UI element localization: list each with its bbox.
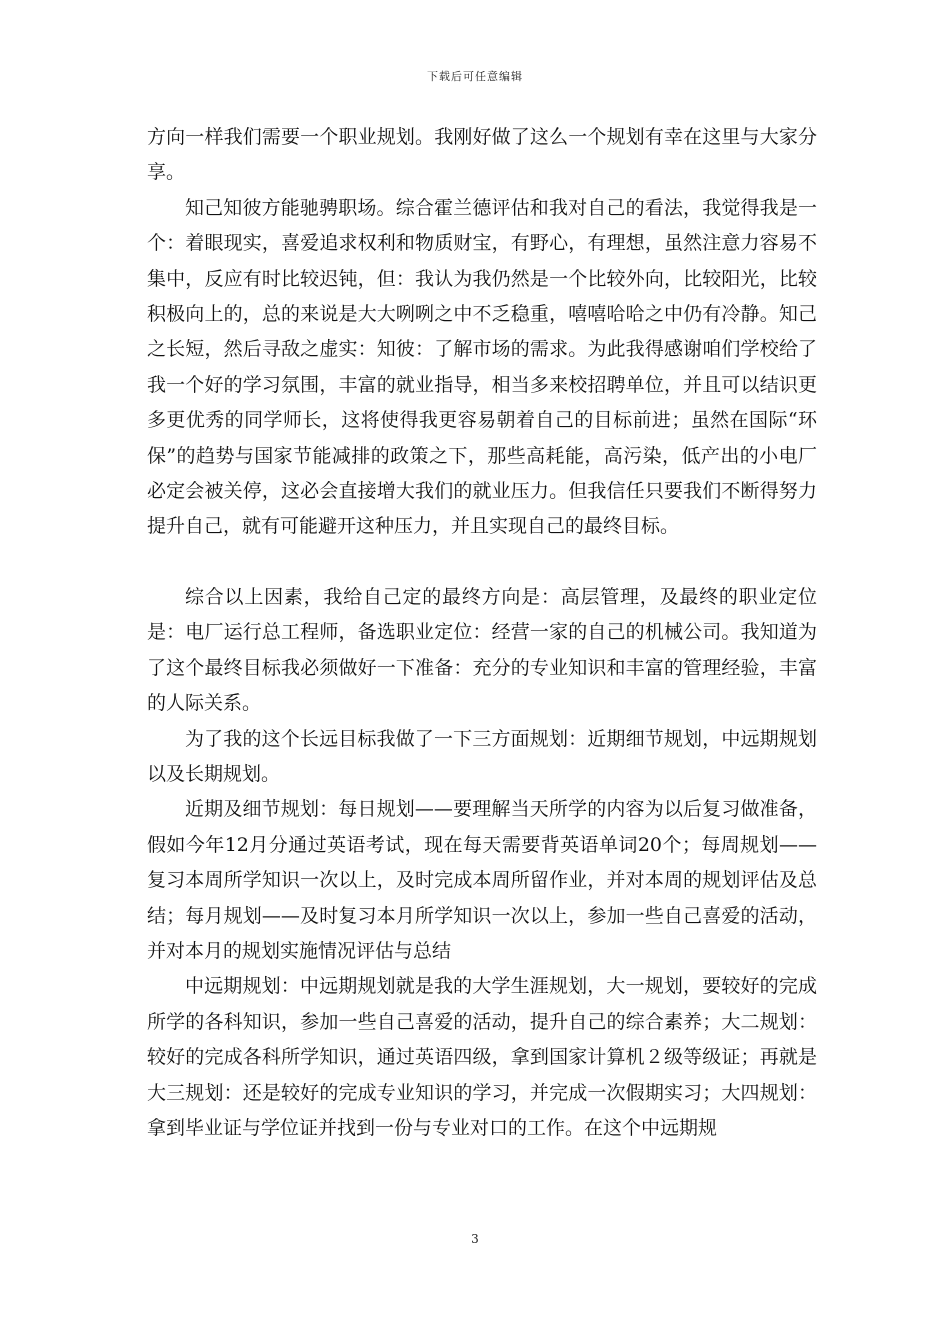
paragraph-plan-overview: 为了我的这个长远目标我做了一下三方面规划：近期细节规划，中远期规划以及长期规划。 [147, 727, 817, 785]
document-body [147, 120, 817, 1146]
paragraph-short-term-plan: 近期及细节规划：每日规划——要理解当天所学的内容为以后复习做准备，假如今年12月分通过英语考试，现在每天需要背英语单词20个；每周规划——复习本周所学知识一次以上，及时完成本周所留作业，并对本周的规划评估及总结；每月规划——及时复习本月所学知识一次以上，参加一些自己喜爱的活动，并对本月的规划实施情况评估与总结 [147, 798, 817, 962]
paragraph-final-direction: 综合以上因素，我给自己定的最终方向是：高层管理，及最终的职业定位是：电厂运行总工程师，备选职业定位：经营一家的自己的机械公司。我知道为了这个最终目标我必须做好一下准备：充分的专业知识和丰富的管理经验，丰富的人际关系。 [147, 585, 817, 715]
paragraph-self-assessment: 知己知彼方能驰骋职场。综合霍兰德评估和我对自己的看法，我觉得我是一个：着眼现实，喜爱追求权利和物质财宝，有野心，有理想，虽然注意力容易不集中，反应有时比较迟钝，但：我认为我仍然是一个比较外向，比较阳光，比较积极向上的，总的来说是大大咧咧之中不乏稳重，嘻嘻哈哈之中仍有冷静。知己之长短，然后寻敌之虚实：知彼：了解市场的需求。为此我得感谢咱们学校给了我一个好的学习氛围，丰富的就业指导，相当多来校招聘单位，并且可以结识更多更优秀的同学师长，这将使得我更容易朝着自己的目标前进；虽然在国际“环保”的趋势与国家节能减排的政策之下，那些高耗能，高污染，低产出的小电厂必定会被关停，这必会直接增大我们的就业压力。但我信任只要我们不断得努力提升自己，就有可能避开这种压力，并且实现自己的最终目标。 [147, 196, 817, 538]
page-number: 3 [471, 1232, 479, 1246]
paragraph-continuation: 方向一样我们需要一个职业规划。我刚好做了这么一个规划有幸在这里与大家分享。 [147, 126, 817, 184]
paragraph-mid-term-plan: 中远期规划：中远期规划就是我的大学生涯规划，大一规划，要较好的完成所学的各科知识，参加一些自己喜爱的活动，提升自己的综合素养；大二规划：较好的完成各科所学知识，通过英语四级，拿到国家计算机２级等级证；再就是大三规划：还是较好的完成专业知识的学习，并完成一次假期实习；大四规划：拿到毕业证与学位证并找到一份与专业对口的工作。在这个中远期规 [147, 975, 817, 1139]
page-header: 下载后可任意编辑 [427, 70, 523, 83]
